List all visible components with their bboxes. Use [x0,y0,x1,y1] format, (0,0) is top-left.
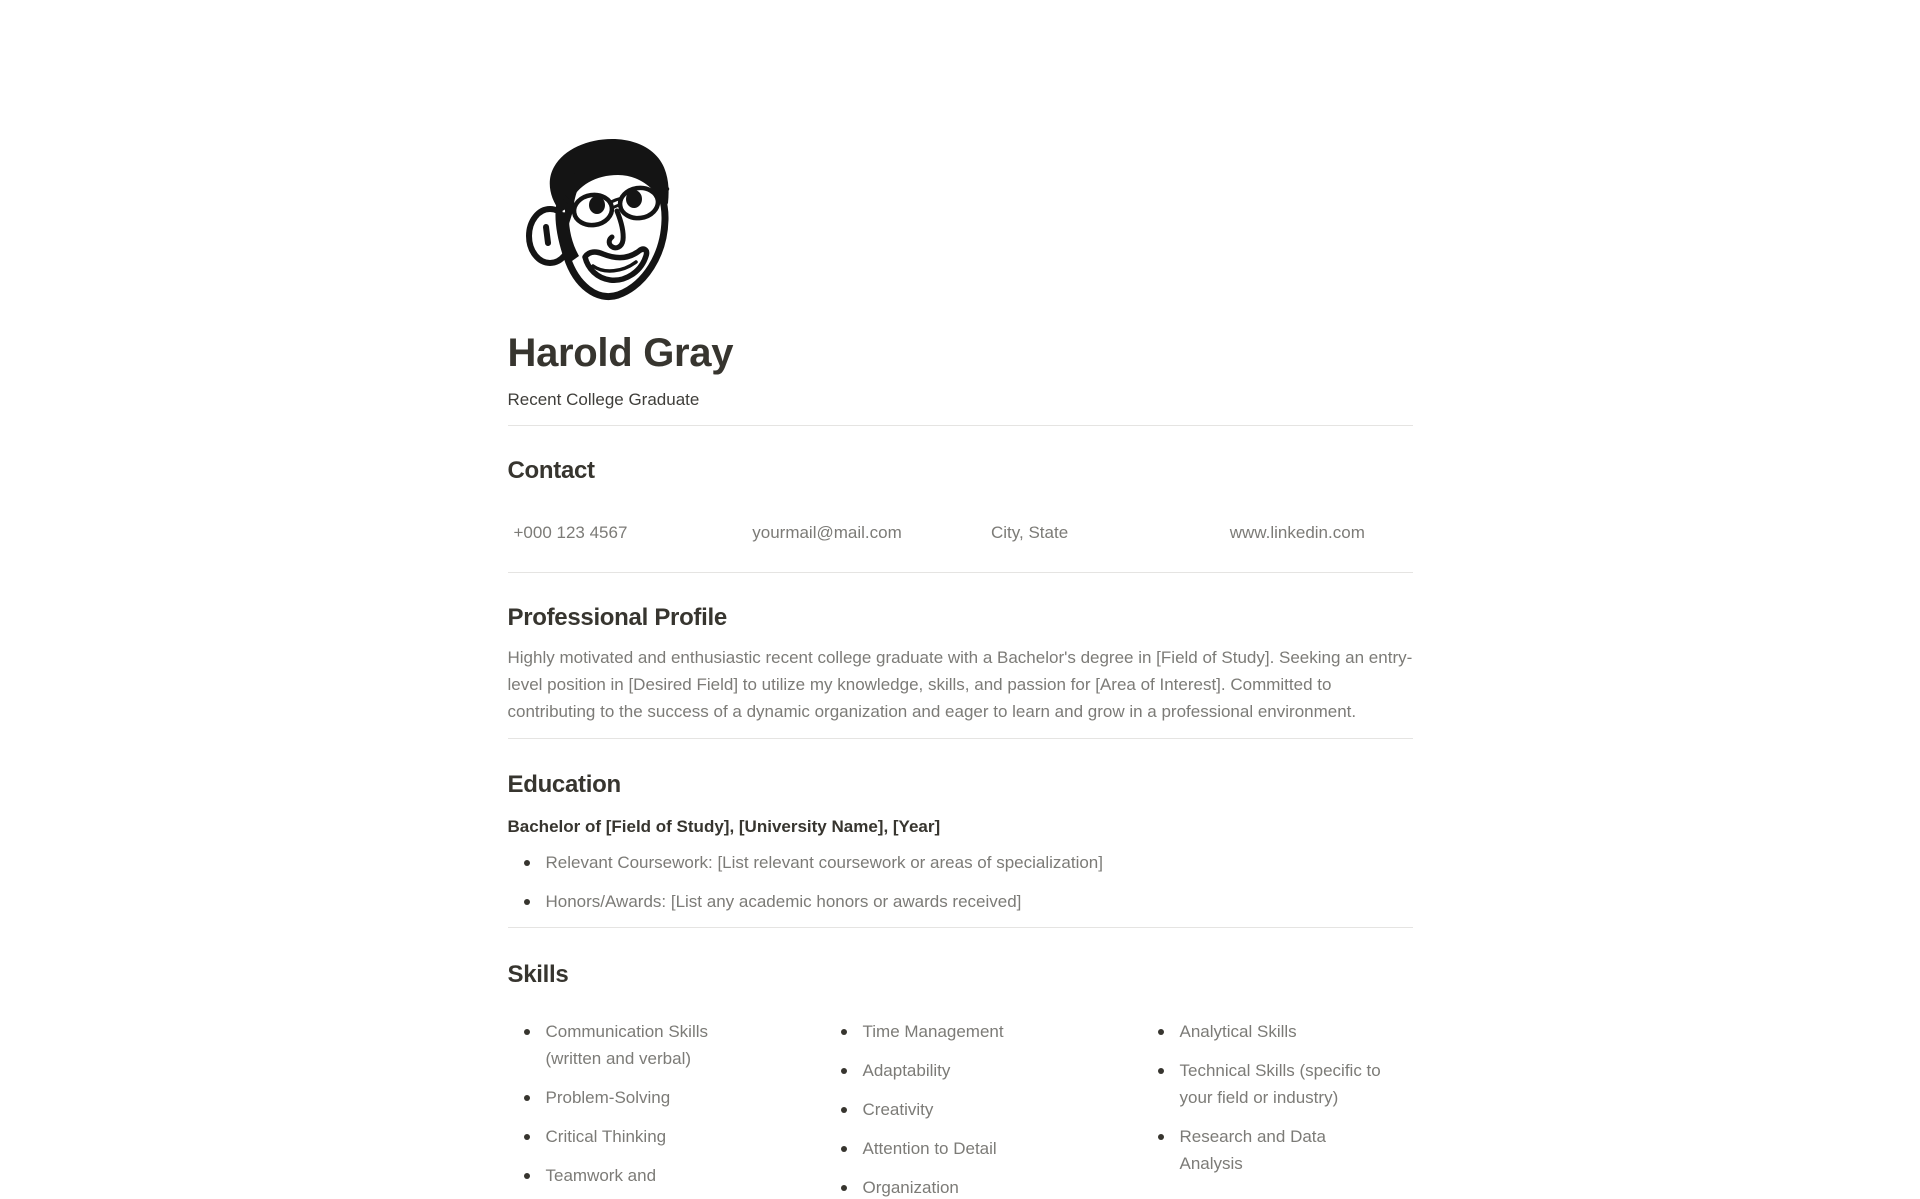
page-title: Harold Gray [507,331,734,375]
skills-columns [508,1018,1413,1199]
contact-item: +000 123 4567 [513,523,628,542]
section-divider [508,738,1413,739]
contact-item: yourmail@mail.com [752,523,902,542]
list-item-text: Communication Skills (written and verbal) [545,1022,708,1068]
skills-heading: Skills [507,961,569,988]
skill-item [825,1174,1075,1199]
list-item-text: Creativity [862,1100,934,1119]
skill-item [508,1018,758,1072]
skills-column-1 [508,1018,779,1199]
contact-item: City, State [991,523,1069,542]
avatar-illustration [526,133,1413,303]
list-item-text: Time Management [862,1022,1004,1041]
education-list-item [508,849,1413,876]
list-item-text: Analytical Skills [1179,1022,1297,1041]
list-item-text: Honors/Awards: [List any academic honors or awards received] [545,892,1022,911]
skills-column-2 [825,1018,1096,1199]
skill-item [1142,1057,1392,1111]
list-item-text: Technical Skills (specific to your field or industry) [1179,1061,1381,1107]
list-item-text: Adaptability [862,1061,951,1080]
skill-item [508,1123,758,1150]
list-item-text: Problem-Solving [545,1088,671,1107]
list-item-text: Organization [862,1178,959,1197]
skill-item [825,1057,1075,1084]
page-subtitle: Recent College Graduate [507,390,700,409]
contact-section [508,455,1413,546]
contact-info-row [508,519,1413,546]
resume-page [508,0,1413,1199]
section-divider [508,425,1413,426]
profile-section [508,602,1413,725]
education-list-item [508,888,1413,915]
list-item-text: Attention to Detail [862,1139,997,1158]
man-avatar-icon [526,133,676,303]
education-section [508,769,1413,915]
skill-item [1142,1018,1392,1045]
section-divider [508,572,1413,573]
profile-heading: Professional Profile [507,604,727,631]
list-item-text: Research and Data Analysis [1179,1127,1326,1173]
education-list [508,849,1413,915]
skills-column-3 [1142,1018,1413,1199]
contact-heading: Contact [507,457,595,484]
skill-item [825,1018,1075,1045]
skills-section [508,959,1413,1199]
list-item-text: Relevant Coursework: [List relevant coursework or areas of specialization] [545,853,1103,872]
skill-item [508,1162,758,1189]
education-heading: Education [507,771,621,798]
skill-item [508,1084,758,1111]
skill-item [825,1096,1075,1123]
list-item-text: Critical Thinking [545,1127,667,1146]
list-item-text: Teamwork and [545,1166,657,1185]
skill-item [825,1135,1075,1162]
education-degree: Bachelor of [Field of Study], [University Name], [Year] [507,817,941,836]
contact-item: www.linkedin.com [1229,523,1365,542]
section-divider [508,927,1413,928]
skill-item [1142,1123,1392,1177]
profile-paragraph: Highly motivated and enthusiastic recent college graduate with a Bachelor's degree in [Field of Study]. Seeking an entry-level position in [Desired Field] to utilize my knowledge, skills, and passion for [Area of Interest]. Committed to contributing to the success of a dynamic organization and eager to learn and grow in a professional environment. [507,648,1413,721]
